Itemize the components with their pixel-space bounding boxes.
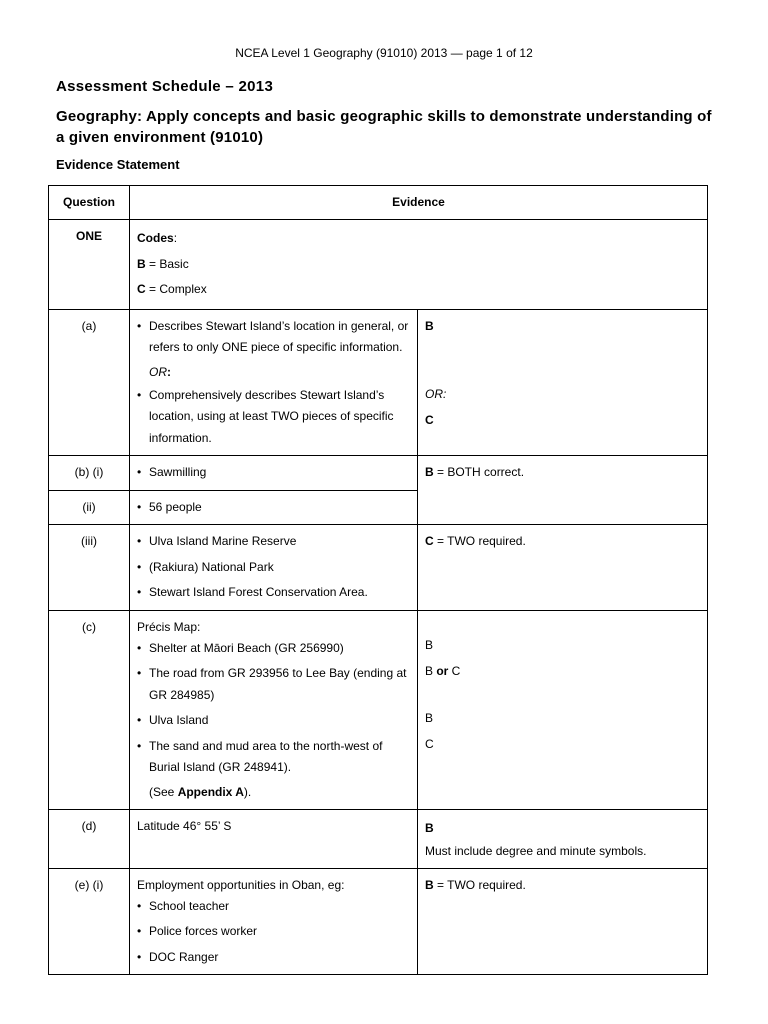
question-c: (c) bbox=[49, 610, 130, 809]
question-d: (d) bbox=[49, 809, 130, 868]
code-c-key: C bbox=[425, 534, 434, 548]
see-appendix: (See Appendix A). bbox=[149, 784, 252, 799]
code-or: OR: bbox=[425, 386, 447, 401]
evidence-c bbox=[130, 610, 418, 809]
question-b-i: (b) (i) bbox=[49, 456, 130, 491]
evidence-a bbox=[130, 309, 418, 456]
list-item: • Stewart Island Forest Conservation Area. bbox=[137, 582, 410, 604]
code-value: B bbox=[425, 820, 434, 835]
code-value: C bbox=[425, 736, 434, 751]
code-value: B bbox=[425, 318, 434, 333]
or-colon: : bbox=[167, 364, 171, 379]
code-b-meaning: = Basic bbox=[145, 256, 189, 271]
code-value: C bbox=[425, 412, 434, 427]
code-b-key: B bbox=[425, 877, 434, 892]
list-item: • Shelter at Māori Beach (GR 256990) bbox=[137, 638, 410, 660]
column-header-question: Question bbox=[49, 186, 130, 220]
code-c bbox=[418, 610, 708, 809]
list-item: • Describes Stewart Island’s location in general, or refers to only ONE piece of specific information. bbox=[137, 316, 410, 359]
question-b-ii: (ii) bbox=[49, 490, 130, 525]
code-value: B bbox=[425, 637, 434, 652]
list-item: • (Rakiura) National Park bbox=[137, 557, 410, 579]
list-item: • Police forces worker bbox=[137, 921, 410, 943]
table-row bbox=[49, 868, 708, 975]
list-item: • The sand and mud area to the north-west of Burial Island (GR 248941). bbox=[137, 736, 410, 779]
question-one: ONE bbox=[49, 220, 130, 310]
table-row bbox=[49, 525, 708, 611]
list-item: • The road from GR 293956 to Lee Bay (ending at GR 284985) bbox=[137, 663, 410, 706]
precis-map-intro: Précis Map: bbox=[137, 619, 201, 634]
appendix-a-ref: Appendix A bbox=[177, 784, 244, 799]
code-b bbox=[418, 456, 708, 525]
evidence-e-i bbox=[130, 868, 418, 975]
evidence-b-i bbox=[130, 456, 418, 491]
column-header-evidence: Evidence bbox=[130, 186, 708, 220]
page-header: NCEA Level 1 Geography (91010) 2013 — page 1 of 12 bbox=[235, 46, 533, 60]
list-item: • Ulva Island Marine Reserve bbox=[137, 531, 410, 553]
codes-colon: : bbox=[173, 231, 178, 245]
list-item: • School teacher bbox=[137, 896, 410, 918]
question-b-iii: (iii) bbox=[49, 525, 130, 611]
code-a bbox=[418, 309, 708, 456]
table-row bbox=[49, 456, 708, 491]
question-a: (a) bbox=[49, 309, 130, 456]
schedule-title: Assessment Schedule – 2013 bbox=[56, 78, 274, 95]
code-e-i bbox=[418, 868, 708, 975]
employment-intro: Employment opportunities in Oban, eg: bbox=[137, 877, 345, 892]
code-b-iii bbox=[418, 525, 708, 611]
list-item: • Comprehensively describes Stewart Island’s location, using at least TWO pieces of specific information. bbox=[137, 385, 410, 450]
code-value: B bbox=[425, 710, 434, 725]
question-e-i: (e) (i) bbox=[49, 868, 130, 975]
code-c-text: = TWO required. bbox=[433, 534, 526, 548]
list-item: • DOC Ranger bbox=[137, 947, 410, 969]
evidence-d: Latitude 46° 55’ S bbox=[130, 809, 418, 868]
code-b-key: B bbox=[137, 256, 146, 271]
codes-cell bbox=[130, 220, 708, 310]
list-item: • Sawmilling bbox=[137, 462, 410, 484]
code-b-text: = TWO required. bbox=[433, 877, 526, 892]
code-c-key: C bbox=[137, 282, 146, 296]
table-row bbox=[49, 220, 708, 310]
code-note: Must include degree and minute symbols. bbox=[425, 843, 647, 858]
table-row bbox=[49, 610, 708, 809]
table-row bbox=[49, 309, 708, 456]
evidence-b-iii bbox=[130, 525, 418, 611]
or-label: OR bbox=[149, 364, 167, 379]
code-d bbox=[418, 809, 708, 868]
list-item: • Ulva Island bbox=[137, 710, 410, 732]
code-c-meaning: = Complex bbox=[145, 282, 207, 296]
evidence-table bbox=[48, 185, 708, 975]
code-b-text: = BOTH correct. bbox=[433, 465, 525, 479]
subject-heading: Geography: Apply concepts and basic geographic skills to demonstrate understanding of a given environment (91010) bbox=[56, 108, 712, 146]
table-row bbox=[49, 809, 708, 868]
evidence-b-ii bbox=[130, 490, 418, 525]
evidence-statement-heading: Evidence Statement bbox=[56, 157, 180, 172]
codes-label: Codes bbox=[137, 231, 174, 245]
list-item: • 56 people bbox=[137, 497, 410, 519]
code-value: B or C bbox=[425, 663, 461, 678]
table-header-row bbox=[49, 186, 708, 220]
code-b-key: B bbox=[425, 465, 434, 479]
